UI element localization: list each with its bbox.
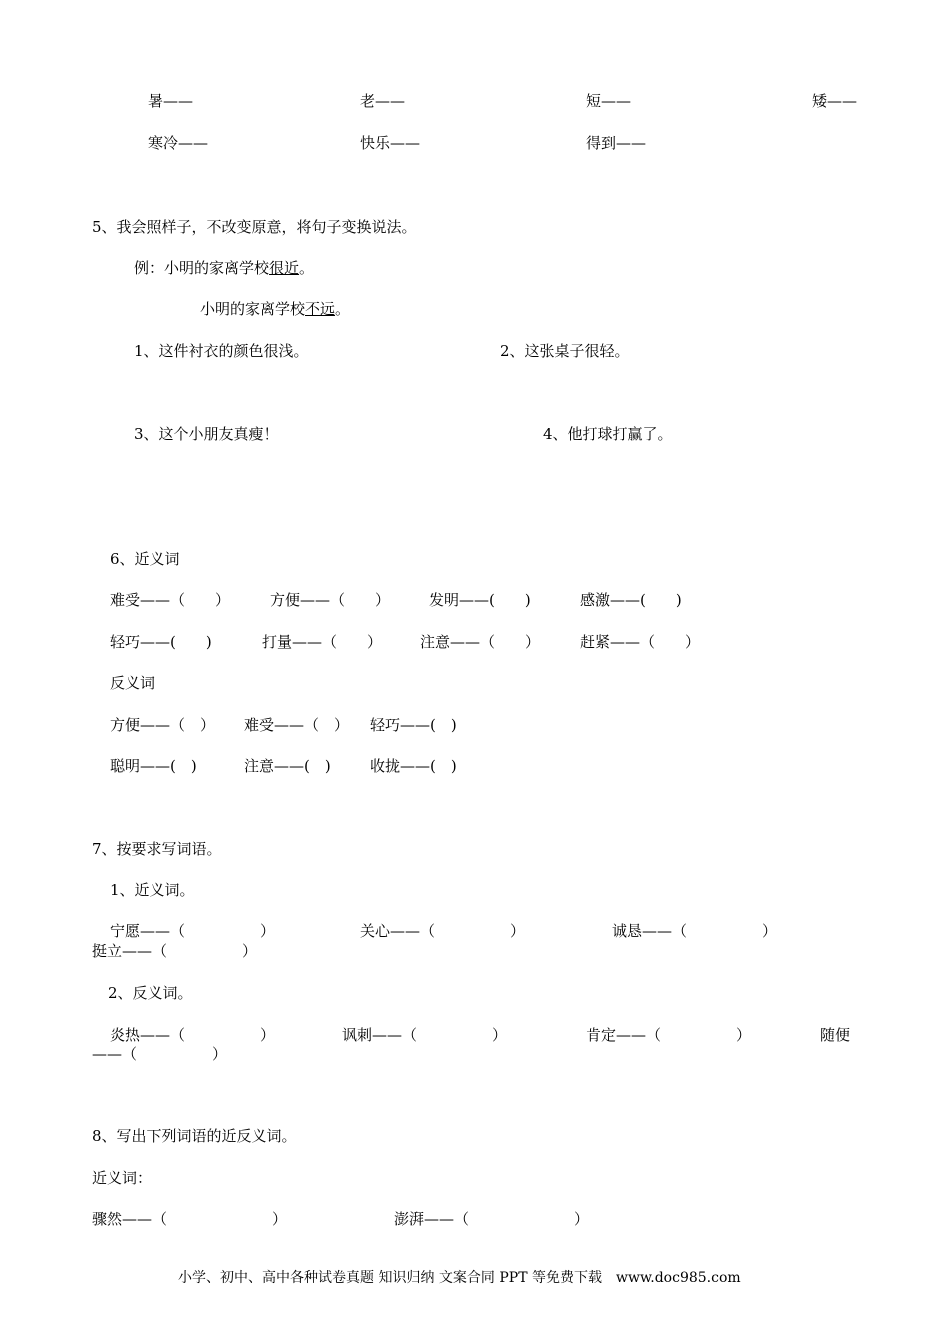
q6-antonym-title: 反义词	[110, 674, 156, 692]
q6-antonym: 难受——（ ）	[244, 716, 350, 734]
q5-example	[134, 259, 314, 277]
q5-item: 2、这张桌子很轻。	[500, 342, 630, 360]
q6-antonym: 收拢——( )	[370, 757, 457, 775]
q4-word: 寒冷——	[148, 134, 209, 152]
q4-word: 矮——	[812, 92, 858, 110]
q8-item: 澎湃——（ ）	[394, 1210, 590, 1228]
q6-synonym: 轻巧——( )	[110, 633, 212, 651]
q7-synonym: 关心——（ ）	[360, 922, 526, 940]
q7-antonym-continued: ——（ ）	[92, 1045, 228, 1063]
q6-synonym: 打量——（ ）	[262, 633, 383, 651]
q4-word: 老——	[360, 92, 406, 110]
q5-item: 1、这件衬衣的颜色很浅。	[134, 342, 309, 360]
q5-item: 3、这个小朋友真瘦！	[134, 425, 279, 443]
q7-sub-synonyms: 1、近义词。	[110, 881, 195, 899]
q6-synonym: 感激——( )	[580, 591, 682, 609]
q6-antonym: 轻巧——( )	[370, 716, 457, 734]
q7-antonym: 肯定——（ ）	[586, 1026, 752, 1044]
q5-example-answer	[200, 300, 350, 318]
q7-title: 7、按要求写词语。	[92, 840, 222, 858]
q6-synonym: 发明——( )	[429, 591, 531, 609]
q6-antonym: 方便——（ ）	[110, 716, 216, 734]
q5-title: 5、我会照样子，不改变原意，将句子变换说法。	[92, 218, 417, 236]
q4-word: 得到——	[586, 134, 647, 152]
answer-underlined: 不远	[305, 300, 336, 318]
q5-item: 4、他打球打赢了。	[543, 425, 673, 443]
q4-word: 短——	[586, 92, 632, 110]
q8-title: 8、写出下列词语的近反义词。	[92, 1127, 297, 1145]
q8-item: 骤然——（ ）	[92, 1210, 288, 1228]
q7-sub-antonyms: 2、反义词。	[108, 984, 193, 1002]
example-text: 例：小明的家离学校	[134, 259, 270, 277]
page-footer: 小学、初中、高中各种试卷真题 知识归纳 文案合同 PPT 等免费下载 www.doc985.com	[178, 1270, 741, 1286]
q7-antonym: 随便	[820, 1026, 851, 1044]
q6-title: 6、近义词	[110, 550, 180, 568]
q4-word: 暑——	[148, 92, 194, 110]
q7-synonym: 宁愿——（ ）	[110, 922, 276, 940]
q6-synonym: 方便——（ ）	[270, 591, 391, 609]
q7-synonym: 挺立——（ ）	[92, 942, 258, 960]
answer-end: 。	[335, 300, 351, 318]
q7-synonym: 诚恳——（ ）	[612, 922, 778, 940]
q8-sub-synonyms: 近义词：	[92, 1169, 153, 1187]
example-end: 。	[299, 259, 315, 277]
example-underlined: 很近	[269, 259, 300, 277]
q6-synonym: 难受——（ ）	[110, 591, 231, 609]
q7-antonym: 讽刺——（ ）	[342, 1026, 508, 1044]
q6-antonym: 聪明——( )	[110, 757, 197, 775]
q6-synonym: 注意——（ ）	[420, 633, 541, 651]
q6-synonym: 赶紧——（ ）	[580, 633, 701, 651]
q4-word: 快乐——	[360, 134, 421, 152]
answer-text: 小明的家离学校	[200, 300, 306, 318]
q7-antonym: 炎热——（ ）	[110, 1026, 276, 1044]
q6-antonym: 注意——( )	[244, 757, 331, 775]
